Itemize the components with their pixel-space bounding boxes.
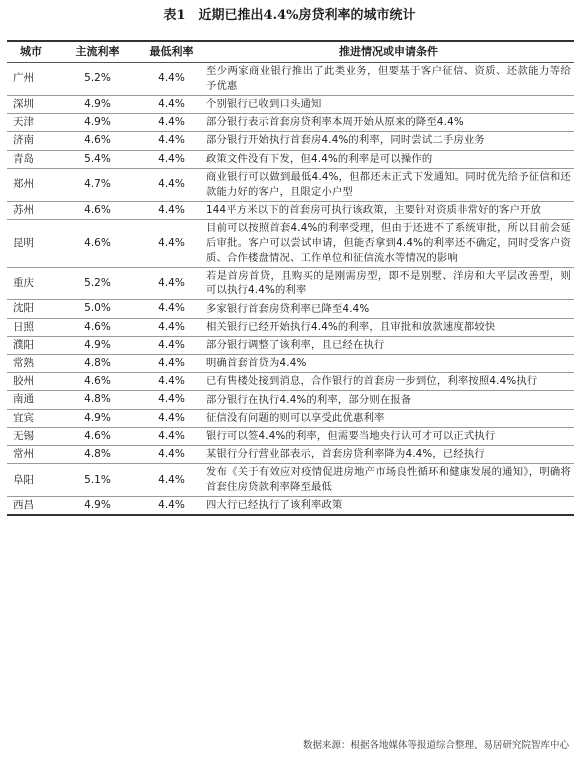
main-rate-cell: 4.6% <box>55 132 140 150</box>
main-rate-cell: 4.7% <box>55 168 140 201</box>
lowest-rate-cell: 4.4% <box>140 318 203 336</box>
lowest-rate-cell: 4.4% <box>140 464 203 497</box>
lowest-rate-cell: 4.4% <box>140 427 203 445</box>
city-cell: 济南 <box>7 132 55 150</box>
city-cell: 苏州 <box>7 201 55 219</box>
lowest-rate-cell: 4.4% <box>140 391 203 409</box>
conditions-cell: 个别银行已收到口头通知 <box>203 95 574 113</box>
table-row <box>7 464 574 497</box>
conditions-cell: 部分银行调整了该利率，且已经在执行 <box>203 336 574 354</box>
conditions-cell: 发布《关于有效应对疫情促进房地产市场良性循环和健康发展的通知》，明确将首套住房贷款利率降至最低 <box>203 464 574 497</box>
table-row <box>7 168 574 201</box>
lowest-rate-cell: 4.4% <box>140 168 203 201</box>
lowest-rate-cell: 4.4% <box>140 373 203 391</box>
main-rate-cell: 5.0% <box>55 300 140 318</box>
lowest-rate-cell: 4.4% <box>140 201 203 219</box>
city-cell: 郑州 <box>7 168 55 201</box>
main-rate-cell: 5.2% <box>55 267 140 300</box>
table-row <box>7 95 574 113</box>
lowest-rate-cell: 4.4% <box>140 409 203 427</box>
table-row <box>7 201 574 219</box>
header-conditions: 推进情况或申请条件 <box>339 45 438 59</box>
conditions-cell: 银行可以签4.4%的利率，但需要当地央行认可才可以正式执行 <box>203 427 574 445</box>
conditions-cell: 部分银行开始执行首套房4.4%的利率，同时尝试二手房业务 <box>203 132 574 150</box>
main-rate-cell: 4.9% <box>55 95 140 113</box>
city-cell: 沈阳 <box>7 300 55 318</box>
table-row <box>7 497 574 516</box>
conditions-cell: 相关银行已经开始执行4.4%的利率，且审批和放款速度都较快 <box>203 318 574 336</box>
conditions-cell: 目前可以按照首套4.4%的利率受理，但由于还进不了系统审批，所以目前会延后审批。客户可以尝试申请，但能否拿到4.4%的利率还不确定，同时受客户资质、合作楼盘情况、工作单位和征信流水等情况的影响 <box>203 219 574 267</box>
conditions-cell: 多家银行首套房贷利率已降至4.4% <box>203 300 574 318</box>
lowest-rate-cell: 4.4% <box>140 63 203 96</box>
table-row <box>7 267 574 300</box>
conditions-cell: 政策文件没有下发，但4.4%的利率是可以操作的 <box>203 150 574 168</box>
city-cell: 南通 <box>7 391 55 409</box>
table-row <box>7 427 574 445</box>
city-cell: 常州 <box>7 446 55 464</box>
table-row <box>7 391 574 409</box>
city-cell: 阜阳 <box>7 464 55 497</box>
city-cell: 青岛 <box>7 150 55 168</box>
table-row <box>7 318 574 336</box>
table-row <box>7 114 574 132</box>
lowest-rate-cell: 4.4% <box>140 114 203 132</box>
header-lowest-rate: 最低利率 <box>149 45 194 59</box>
lowest-rate-cell: 4.4% <box>140 497 203 516</box>
lowest-rate-cell: 4.4% <box>140 132 203 150</box>
header-row <box>7 41 574 63</box>
conditions-cell: 若是首房首贷，且购买的是刚需房型，即不是别墅、洋房和大平层改善型，则可以执行4.4%的利率 <box>203 267 574 300</box>
main-rate-cell: 4.8% <box>55 391 140 409</box>
main-rate-cell: 4.9% <box>55 497 140 516</box>
main-rate-cell: 5.4% <box>55 150 140 168</box>
main-rate-cell: 4.9% <box>55 409 140 427</box>
conditions-cell: 已有售楼处接到消息，合作银行的首套房一步到位，利率按照4.4%执行 <box>203 373 574 391</box>
header-city: 城市 <box>20 45 42 59</box>
table-row <box>7 336 574 354</box>
conditions-cell: 144平方米以下的首套房可执行该政策，主要针对资质非常好的客户开放 <box>203 201 574 219</box>
main-rate-cell: 4.9% <box>55 336 140 354</box>
main-rate-cell: 4.6% <box>55 219 140 267</box>
lowest-rate-cell: 4.4% <box>140 336 203 354</box>
lowest-rate-cell: 4.4% <box>140 446 203 464</box>
table-caption: 表1 近期已推出4.4%房贷利率的城市统计 <box>163 8 416 23</box>
lowest-rate-cell: 4.4% <box>140 355 203 373</box>
table-row <box>7 409 574 427</box>
city-cell: 重庆 <box>7 267 55 300</box>
table-row <box>7 446 574 464</box>
city-rate-table <box>7 40 574 516</box>
table-row <box>7 373 574 391</box>
city-cell: 宜宾 <box>7 409 55 427</box>
lowest-rate-cell: 4.4% <box>140 300 203 318</box>
lowest-rate-cell: 4.4% <box>140 219 203 267</box>
data-source-note: 数据来源：根据各地媒体等报道综合整理、易居研究院智库中心 <box>302 740 569 751</box>
table-body <box>7 63 574 516</box>
main-rate-cell: 4.6% <box>55 318 140 336</box>
conditions-cell: 某银行分行营业部表示，首套房贷利率降为4.4%，已经执行 <box>203 446 574 464</box>
conditions-cell: 至少两家商业银行推出了此类业务，但要基于客户征信、资质、还款能力等给予优惠 <box>203 63 574 96</box>
lowest-rate-cell: 4.4% <box>140 95 203 113</box>
conditions-cell: 四大行已经执行了该利率政策 <box>203 497 574 516</box>
main-rate-cell: 5.1% <box>55 464 140 497</box>
main-rate-cell: 5.2% <box>55 63 140 96</box>
lowest-rate-cell: 4.4% <box>140 267 203 300</box>
table-row <box>7 150 574 168</box>
city-cell: 胶州 <box>7 373 55 391</box>
header-main-rate: 主流利率 <box>75 45 120 59</box>
city-cell: 濮阳 <box>7 336 55 354</box>
lowest-rate-cell: 4.4% <box>140 150 203 168</box>
table-row <box>7 355 574 373</box>
main-rate-cell: 4.9% <box>55 114 140 132</box>
table-row <box>7 63 574 96</box>
main-rate-cell: 4.6% <box>55 427 140 445</box>
conditions-cell: 商业银行可以做到最低4.4%，但都还未正式下发通知。同时优先给予征信和还款能力好的客户，且限定小户型 <box>203 168 574 201</box>
conditions-cell: 部分银行在执行4.4%的利率，部分则在报备 <box>203 391 574 409</box>
city-cell: 日照 <box>7 318 55 336</box>
city-cell: 常熟 <box>7 355 55 373</box>
city-cell: 广州 <box>7 63 55 96</box>
city-cell: 无锡 <box>7 427 55 445</box>
main-rate-cell: 4.8% <box>55 446 140 464</box>
main-rate-cell: 4.8% <box>55 355 140 373</box>
conditions-cell: 征信没有问题的则可以享受此优惠利率 <box>203 409 574 427</box>
city-cell: 天津 <box>7 114 55 132</box>
conditions-cell: 部分银行表示首套房贷利率本周开始从原来的降至4.4% <box>203 114 574 132</box>
table-row <box>7 300 574 318</box>
main-rate-cell: 4.6% <box>55 373 140 391</box>
conditions-cell: 明确首套首贷为4.4% <box>203 355 574 373</box>
city-cell: 深圳 <box>7 95 55 113</box>
city-cell: 西昌 <box>7 497 55 516</box>
city-cell: 昆明 <box>7 219 55 267</box>
main-rate-cell: 4.6% <box>55 201 140 219</box>
table-row <box>7 132 574 150</box>
table-row <box>7 219 574 267</box>
